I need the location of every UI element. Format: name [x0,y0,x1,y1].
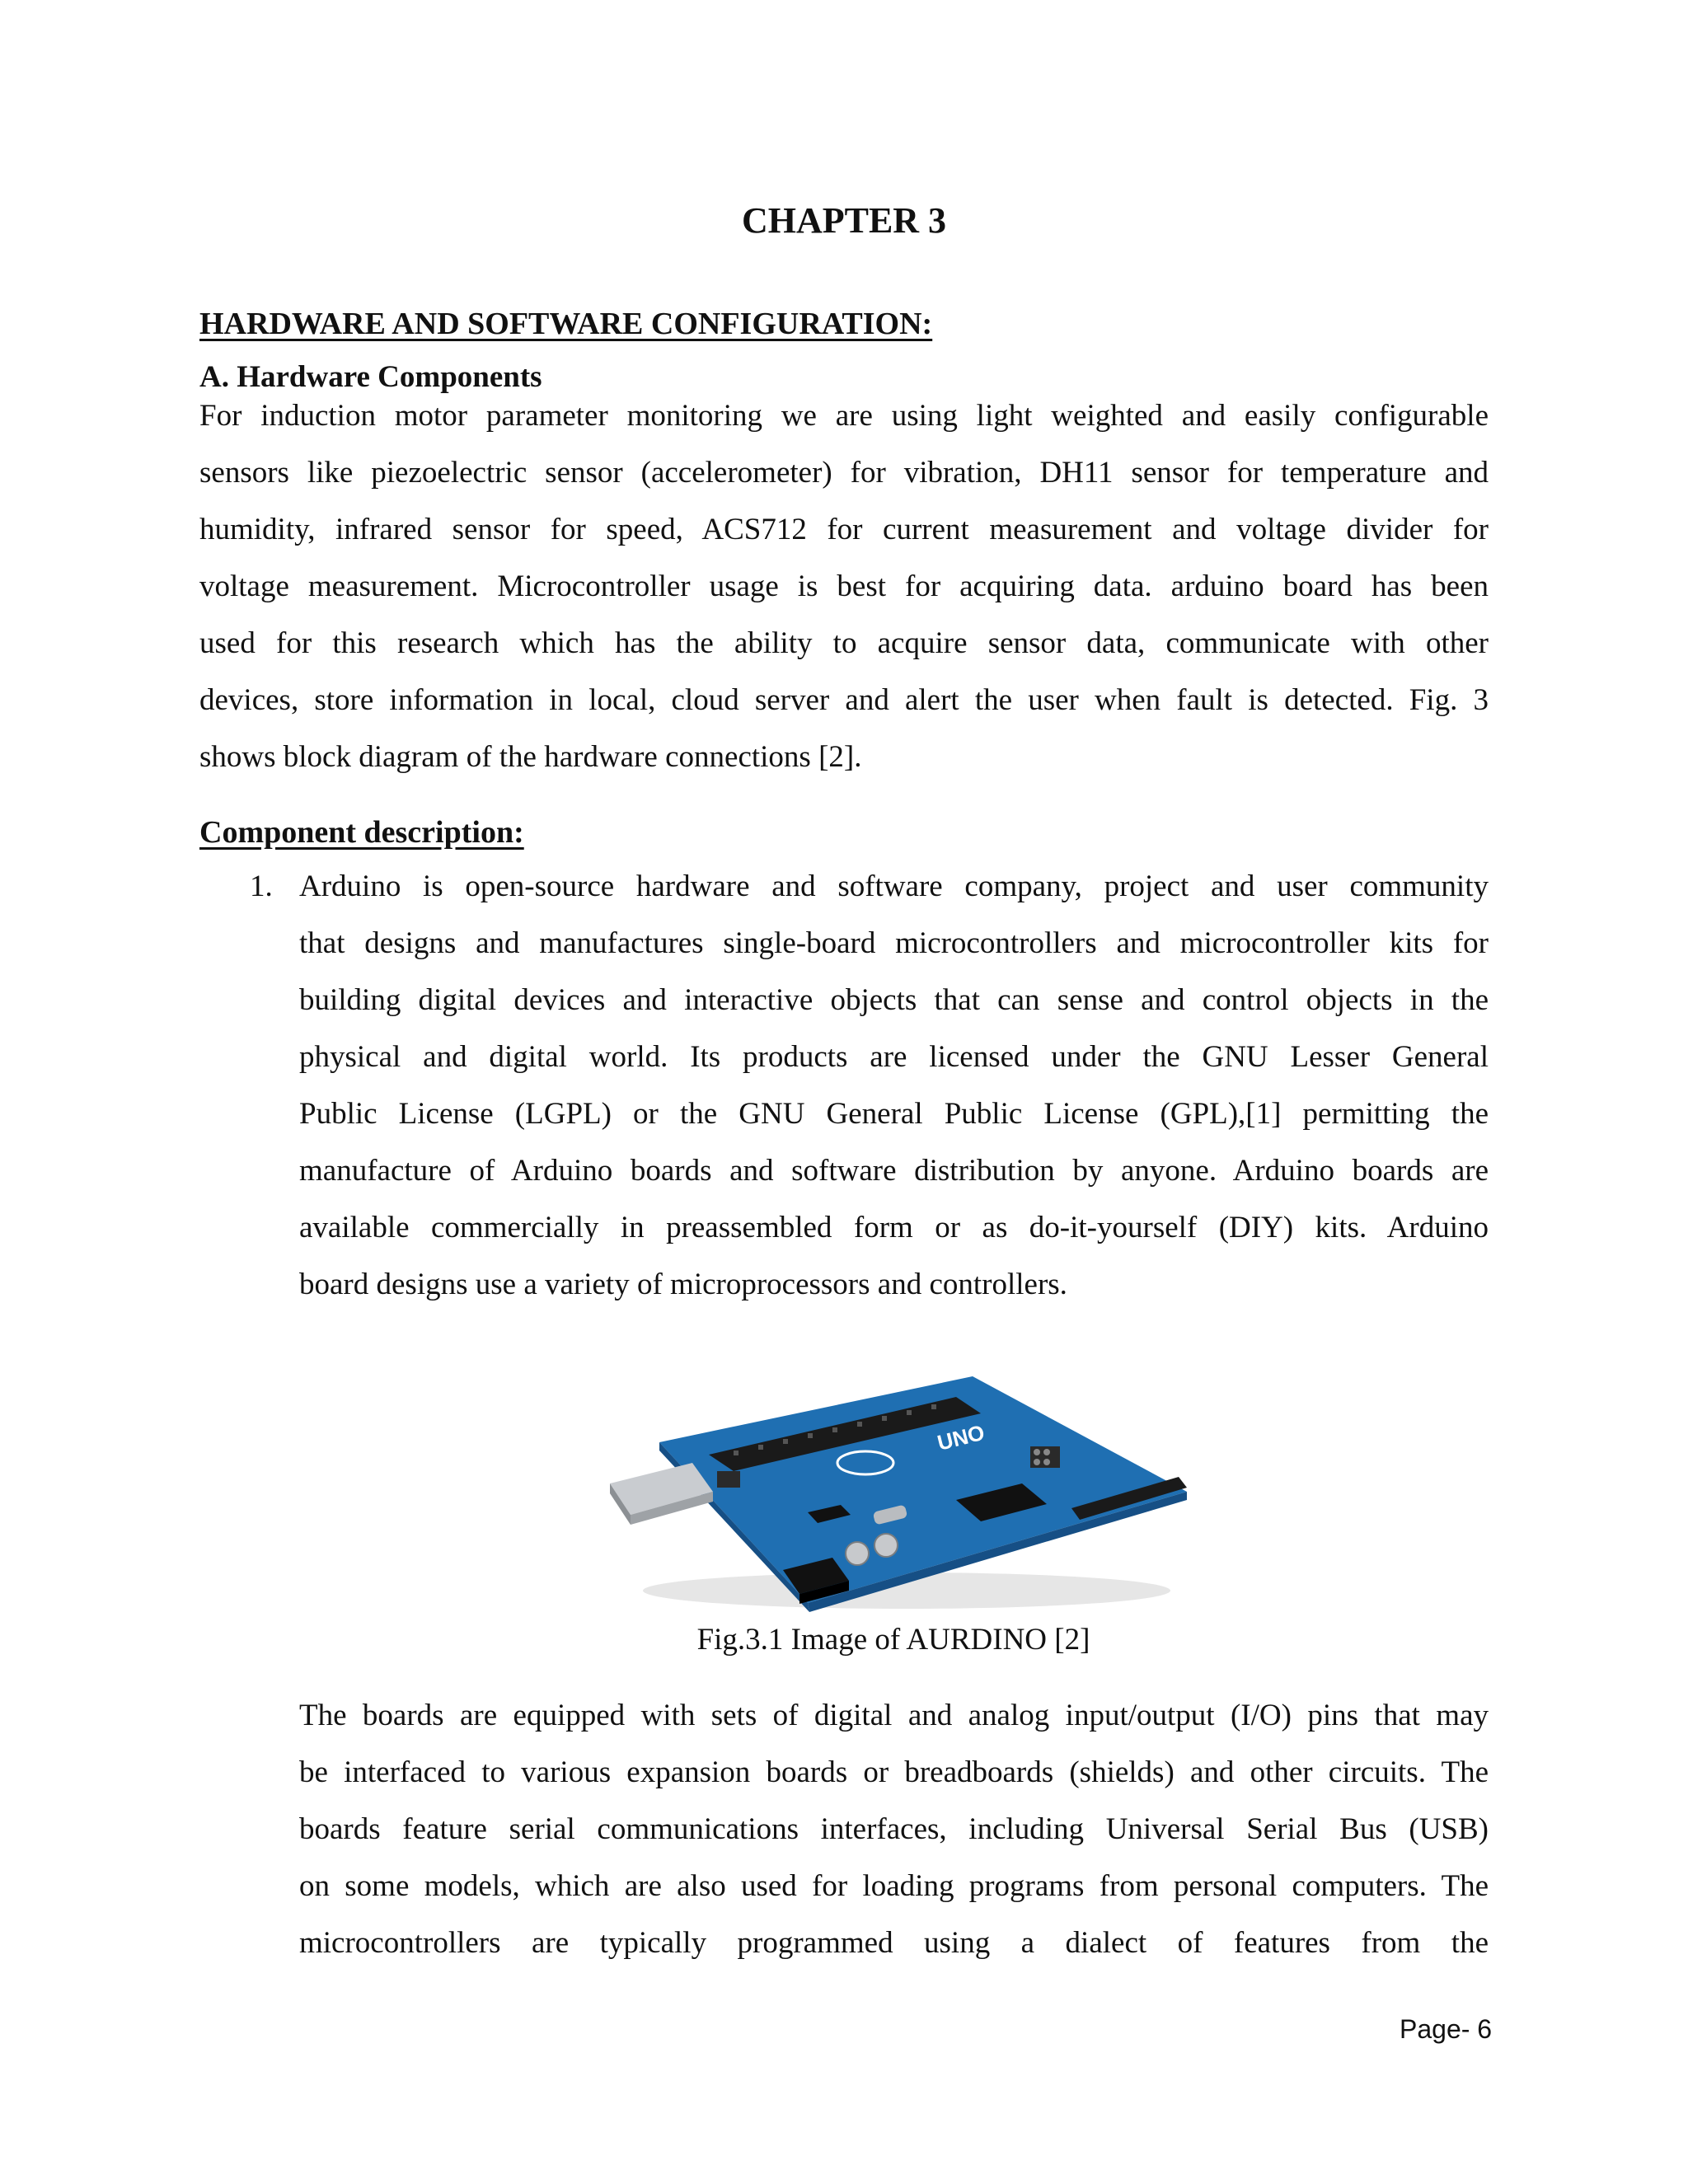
subsection-heading: A. Hardware Components [199,360,542,394]
paragraph-line: voltage measurement. Microcontroller usage is best for acquiring data. arduino board has been [199,569,1489,603]
component-heading: Component description: [199,815,524,850]
paragraph-line: Public License (LGPL) or the GNU General Public License (GPL),[1] permitting the [299,1097,1489,1131]
paragraph-line: sensors like piezoelectric sensor (accelerometer) for vibration, DH11 sensor for temperature and [199,456,1489,490]
paragraph-line: Arduino is open-source hardware and software company, project and user community [299,869,1489,903]
section-heading: HARDWARE AND SOFTWARE CONFIGURATION: [199,307,933,341]
paragraph-line: board designs use a variety of microprocessors and controllers. [299,1268,1067,1301]
paragraph-line: For induction motor parameter monitoring we are using light weighted and easily configurable [199,399,1489,433]
paragraph-line: used for this research which has the ability to acquire sensor data, communicate with other [199,626,1489,660]
paragraph-line: microcontrollers are typically programmed using a dialect of features from the [299,1926,1489,1960]
paragraph-line: physical and digital world. Its products are licensed under the GNU Lesser General [299,1040,1489,1074]
chapter-title: CHAPTER 3 [741,200,947,241]
paragraph-line: that designs and manufactures single-board microcontrollers and microcontroller kits for [299,926,1489,960]
paragraph-line: humidity, infrared sensor for speed, ACS712 for current measurement and voltage divider for [199,513,1489,546]
paragraph-line: building digital devices and interactive objects that can sense and control objects in the [299,983,1489,1017]
arduino-board-image [610,1368,1192,1615]
board-label: UNO [935,1419,987,1455]
paragraph-line: boards feature serial communications interfaces, including Universal Serial Bus (USB) [299,1812,1489,1846]
paragraph-line: on some models, which are also used for loading programs from personal computers. The [299,1869,1489,1903]
paragraph-line: manufacture of Arduino boards and software distribution by anyone. Arduino boards are [299,1154,1489,1188]
paragraph-line: shows block diagram of the hardware connections [2]. [199,740,862,774]
figure-caption: Fig.3.1 Image of AURDINO [2] [696,1623,1090,1657]
paragraph-line: be interfaced to various expansion boards or breadboards (shields) and other circuits. The [299,1755,1489,1789]
paragraph-line: devices, store information in local, cloud server and alert the user when fault is detected. Fig. 3 [199,683,1489,717]
paragraph-line: The boards are equipped with sets of digital and analog input/output (I/O) pins that may [299,1699,1489,1732]
page-number: Page- 6 [1400,2014,1493,2044]
paragraph-line: available commercially in preassembled form or as do-it-yourself (DIY) kits. Arduino [299,1211,1489,1244]
list-number: 1. [250,869,273,903]
